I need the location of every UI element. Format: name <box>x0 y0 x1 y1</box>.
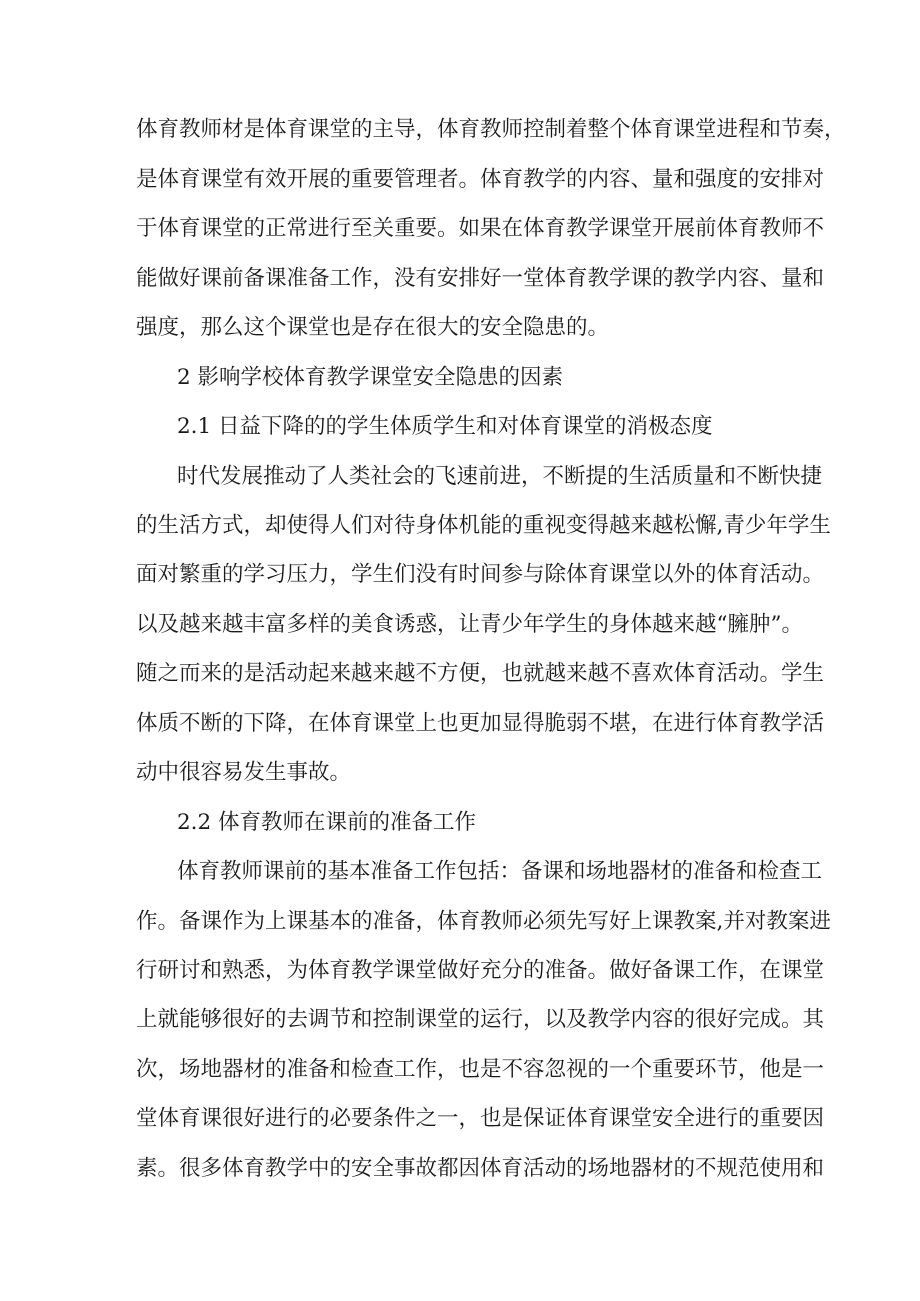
line-text: 能做好课前备课准备工作，没有安排好一堂体育教学课的教学内容、量和 <box>136 266 825 291</box>
text-line <box>0 651 920 697</box>
text-line <box>0 454 920 500</box>
heading-text: 2 影响学校体育教学课堂安全隐患的因素 <box>177 365 564 390</box>
line-text: 时代发展推动了人类社会的飞速前进，不断提的生活质量和不断快捷 <box>177 464 823 489</box>
section-heading <box>0 355 920 401</box>
heading-text: 2.2 体育教师在课前的准备工作 <box>177 810 477 835</box>
subsection-heading <box>0 800 920 846</box>
line-text: 的生活方式，却使得人们对待身体机能的重视变得越来越松懈,青少年学生 <box>136 513 831 538</box>
text-line <box>0 206 920 252</box>
line-text: 以及越来越丰富多样的美食诱惑，让青少年学生的身体越来越“臃肿”。 <box>136 612 803 637</box>
text-line <box>0 1146 920 1192</box>
line-text: 作。备课作为上课基本的准备，体育教师必须先写好上课教案,并对教案进 <box>136 909 831 934</box>
text-line <box>0 849 920 895</box>
heading-text: 2.1 日益下降的的学生体质学生和对体育课堂的消极态度 <box>177 414 713 439</box>
line-text: 次，场地器材的准备和检查工作，也是不容忽视的一个重要环节，他是一 <box>136 1057 825 1082</box>
line-text: 体育教师材是体育课堂的主导，体育教师控制着整个体育课堂进程和节奏， <box>136 117 846 142</box>
text-line <box>0 899 920 945</box>
text-line <box>0 552 920 598</box>
text-line <box>0 157 920 203</box>
text-line <box>0 1096 920 1142</box>
text-line <box>0 107 920 153</box>
line-text: 强度，那么这个课堂也是存在很大的安全隐患的。 <box>136 315 610 340</box>
line-text: 堂体育课很好进行的必要条件之一，也是保证体育课堂安全进行的重要因 <box>136 1106 825 1131</box>
line-text: 是体育课堂有效开展的重要管理者。体育教学的内容、量和强度的安排对 <box>136 167 825 192</box>
text-line <box>0 256 920 302</box>
line-text: 体质不断的下降，在体育课堂上也更加显得脆弱不堪，在进行体育教学活 <box>136 711 825 736</box>
text-line <box>0 1047 920 1093</box>
text-line <box>0 997 920 1043</box>
text-line <box>0 503 920 549</box>
text-line <box>0 305 920 351</box>
line-text: 体育教师课前的基本准备工作包括：备课和场地器材的准备和检查工 <box>177 859 823 884</box>
text-line <box>0 750 920 796</box>
text-line <box>0 701 920 747</box>
line-text: 面对繁重的学习压力，学生们没有时间参与除体育课堂以外的体育活动。 <box>136 562 825 587</box>
line-text: 上就能够很好的去调节和控制课堂的运行，以及教学内容的很好完成。其 <box>136 1007 825 1032</box>
line-text: 动中很容易发生事故。 <box>136 760 352 785</box>
subsection-heading <box>0 404 920 450</box>
line-text: 于体育课堂的正常进行至关重要。如果在体育教学课堂开展前体育教师不 <box>136 216 825 241</box>
line-text: 行研讨和熟悉，为体育教学课堂做好充分的准备。做好备课工作，在课堂 <box>136 958 825 983</box>
line-text: 素。很多体育教学中的安全事故都因体育活动的场地器材的不规范使用和 <box>136 1156 825 1181</box>
text-line <box>0 602 920 648</box>
line-text: 随之而来的是活动起来越来越不方便，也就越来越不喜欢体育活动。学生 <box>136 661 825 686</box>
text-line <box>0 948 920 994</box>
